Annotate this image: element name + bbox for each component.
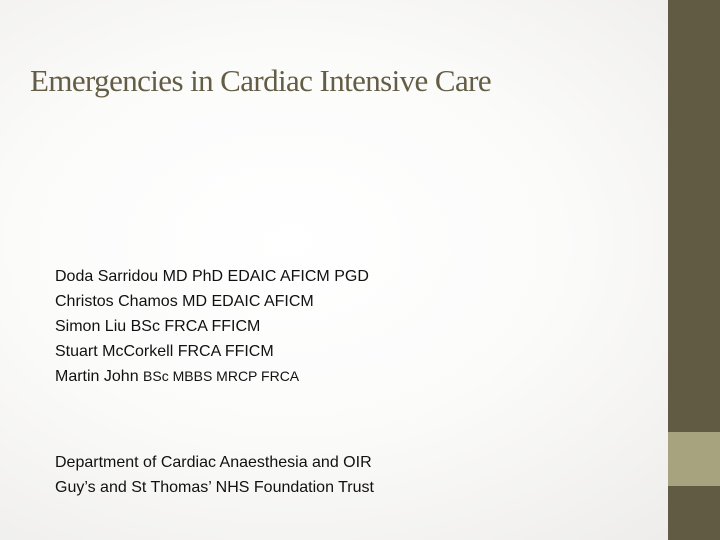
author-qualifications: BSc MBBS MRCP FRCA <box>143 368 300 384</box>
author-line: Stuart McCorkell FRCA FFICM <box>55 343 274 360</box>
author-line <box>55 364 655 389</box>
author-line: Doda Sarridou MD PhD EDAIC AFICM PGD <box>55 268 369 285</box>
decorative-sidebar-accent <box>668 432 720 486</box>
author-name: Martin John <box>55 368 139 385</box>
author-line: Christos Chamos MD EDAIC AFICM <box>55 293 314 310</box>
trust-name: Guy’s and St Thomas’ NHS Foundation Trust <box>55 479 374 496</box>
author-line: Simon Liu BSc FRCA FFICM <box>55 318 261 335</box>
department-name: Department of Cardiac Anaesthesia and OIR <box>55 454 372 471</box>
author-list <box>55 264 655 389</box>
affiliation-block <box>55 450 655 500</box>
slide-title: Emergencies in Cardiac Intensive Care <box>30 63 491 98</box>
